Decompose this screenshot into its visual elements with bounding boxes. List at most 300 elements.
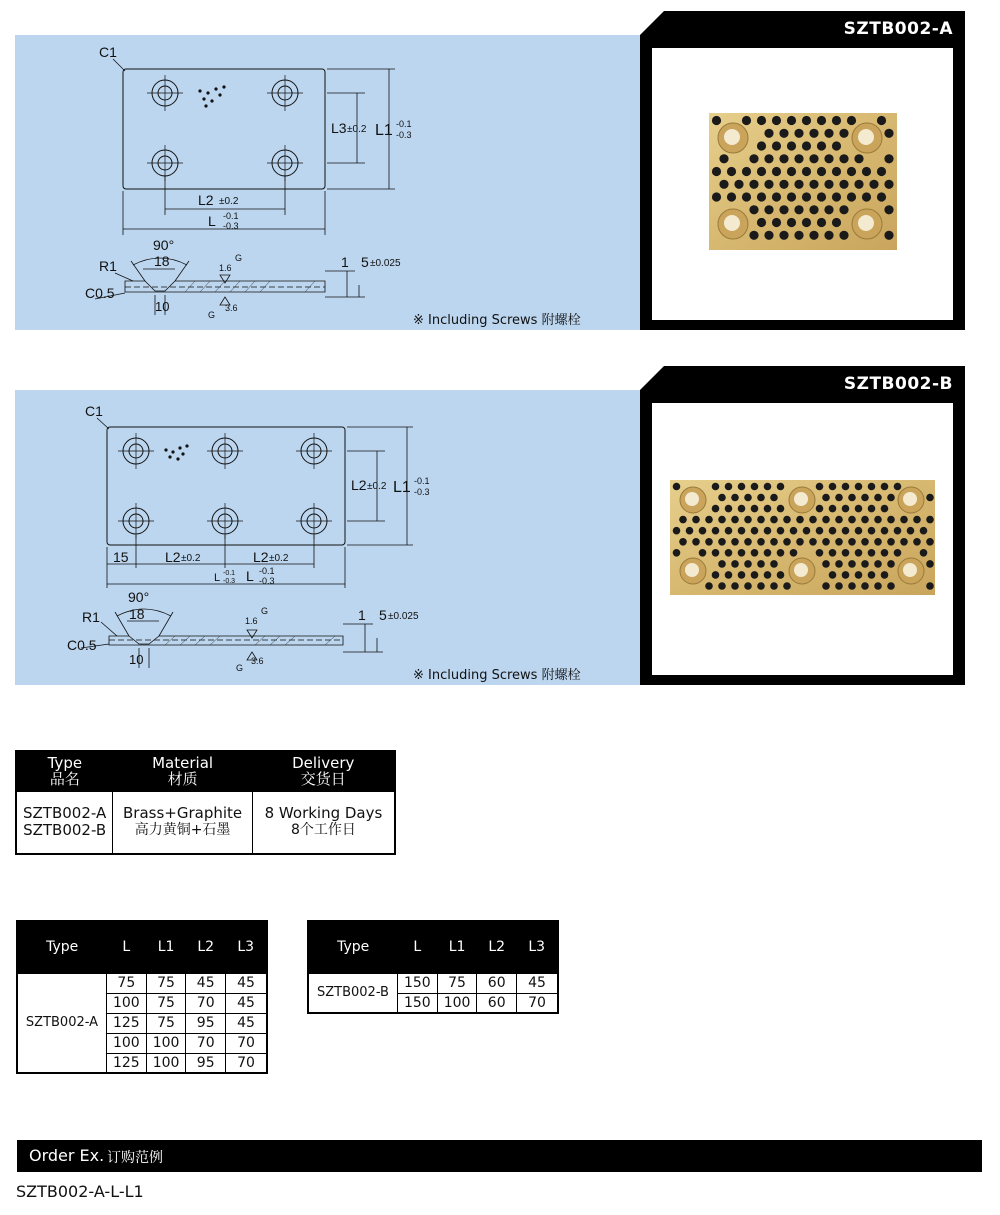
graphite-plug (770, 538, 778, 546)
order-title-en: Order Ex. (29, 1146, 105, 1165)
graphite-plug (787, 141, 796, 150)
label-thick5: 5 (361, 254, 369, 270)
graphite-plug (757, 538, 765, 546)
graphite-plug (777, 549, 785, 557)
graphite-plug (829, 505, 837, 513)
graphite-plug (816, 527, 824, 535)
dimension-table-a (16, 920, 268, 1074)
graphite-plug (764, 505, 772, 513)
graphite-plug (749, 205, 758, 214)
dim-b-header-l3: L3 (516, 921, 558, 973)
graphite-plug (718, 538, 726, 546)
graphite-plug (829, 527, 837, 535)
order-example-bar (17, 1140, 982, 1172)
graphite-plug (731, 516, 739, 524)
product-photo-a (652, 48, 953, 320)
graphite-plug (832, 218, 841, 227)
graphite-plug (822, 560, 830, 568)
graphite-plug (727, 192, 736, 201)
graphite-plug (854, 180, 863, 189)
label-l2-right-b: L2 (253, 549, 269, 565)
label-angle: 90° (153, 237, 175, 253)
label-l1-tol-up-b: -0.1 (414, 476, 430, 486)
graphite-plug (777, 527, 785, 535)
graphite-plug (881, 527, 889, 535)
graphite-plug (779, 180, 788, 189)
graphite-plug (779, 231, 788, 240)
graphite-plug (699, 549, 707, 557)
graphite-plug (920, 527, 928, 535)
label-rough-b: 1.6 (245, 616, 258, 626)
graphite-plug (764, 527, 772, 535)
table-row: 150 100 60 70 (308, 993, 558, 1013)
graphite-plug (842, 571, 850, 579)
graphite-plug (764, 154, 773, 163)
label-r1: R1 (99, 258, 117, 274)
graphite-plug (764, 180, 773, 189)
graphite-plug (842, 549, 850, 557)
graphite-plug (874, 516, 882, 524)
graphite-plug (809, 154, 818, 163)
dim-b-header-l2: L2 (477, 921, 517, 973)
label-l-tol-dn: -0.3 (223, 221, 239, 231)
product-photo-b (652, 403, 953, 675)
graphite-plug (854, 154, 863, 163)
graphite-plug (731, 494, 739, 502)
graphite-plug (861, 516, 869, 524)
label-r1-b: R1 (82, 609, 100, 625)
graphite-plug (874, 494, 882, 502)
graphite-plug (757, 218, 766, 227)
graphite-plug (842, 483, 850, 491)
graphite-plug (920, 549, 928, 557)
drawing-panel-a (15, 35, 640, 330)
graphite-plug (877, 116, 886, 125)
graphite-plug (802, 218, 811, 227)
graphite-plug (692, 516, 700, 524)
graphite-plug (855, 549, 863, 557)
label-d10: 10 (155, 299, 170, 314)
graphite-plug (824, 205, 833, 214)
graphite-plug (839, 205, 848, 214)
graphite-plug (764, 231, 773, 240)
graphite-plug (884, 231, 893, 240)
label-l1-tol-up: -0.1 (396, 119, 412, 129)
graphite-plug (894, 527, 902, 535)
graphite-plug (712, 167, 721, 176)
label-l2: L2 (198, 192, 214, 208)
graphite-plug (816, 483, 824, 491)
label-thick5-tol-b: ±0.025 (388, 611, 419, 622)
label-l-small-b: L (214, 572, 221, 584)
graphite-plug (725, 571, 733, 579)
graphite-plug (894, 549, 902, 557)
graphite-plug (829, 571, 837, 579)
dim-b-header-type: Type (308, 921, 397, 973)
graphite-plug (719, 154, 728, 163)
graphite-plug (790, 527, 798, 535)
graphite-plug (809, 180, 818, 189)
graphite-plug (832, 167, 841, 176)
graphite-plug (718, 560, 726, 568)
graphite-plug (787, 192, 796, 201)
graphite-plug (855, 571, 863, 579)
label-l-b: L (246, 568, 254, 584)
graphite-plug (673, 549, 681, 557)
graphite-plug (832, 192, 841, 201)
graphite-plug (817, 116, 826, 125)
label-l2-right-tol-b: ±0.2 (269, 553, 289, 564)
graphite-plug (855, 505, 863, 513)
graphite-plug (725, 549, 733, 557)
graphite-plug (809, 129, 818, 138)
graphite-plug (787, 116, 796, 125)
graphite-plug (861, 560, 869, 568)
table-row: 125 100 95 70 (17, 1053, 267, 1073)
graphite-plug (757, 582, 765, 590)
graphite-plug (779, 205, 788, 214)
product-photo-frame-b (640, 366, 965, 685)
graphite-plug (712, 549, 720, 557)
graphite-plug (712, 505, 720, 513)
graphite-plug (705, 516, 713, 524)
table-row: SZTB002-A 75 75 45 45 (17, 973, 267, 993)
graphite-plug (770, 582, 778, 590)
label-l2-tol-b: ±0.2 (367, 481, 387, 492)
label-rough2-b: 3.6 (251, 656, 264, 666)
graphite-plug (725, 483, 733, 491)
label-g1: G (235, 253, 243, 263)
dim-b-type-cell: SZTB002-B (308, 973, 397, 1013)
label-l1: L1 (375, 122, 393, 139)
graphite-plug (783, 538, 791, 546)
graphite-plug (770, 560, 778, 568)
including-screws-note-a: ※ Including Screws 附螺栓 (413, 313, 581, 328)
graphite-plug (796, 516, 804, 524)
graphite-plug (847, 167, 856, 176)
graphite-plug (705, 582, 713, 590)
spec-cell-types: SZTB002-A SZTB002-B (16, 791, 113, 854)
graphite-plug (787, 167, 796, 176)
graphite-plug (751, 527, 759, 535)
graphite-plug (794, 129, 803, 138)
graphite-plug (907, 527, 915, 535)
graphite-plug (926, 538, 934, 546)
graphite-plug (679, 516, 687, 524)
graphite-plug (913, 538, 921, 546)
graphite-plug (847, 192, 856, 201)
graphite-plug (884, 154, 893, 163)
graphite-plug (861, 582, 869, 590)
graphite-plug (877, 192, 886, 201)
graphite-plug (744, 494, 752, 502)
label-c1: C1 (99, 44, 117, 60)
graphite-plug (869, 180, 878, 189)
graphite-plug (824, 180, 833, 189)
label-thick1-b: 1 (358, 607, 366, 623)
graphite-plug (862, 192, 871, 201)
graphite-plug (887, 582, 895, 590)
graphite-plug (868, 527, 876, 535)
graphite-plug (744, 582, 752, 590)
graphite-plug (842, 527, 850, 535)
graphite-plug (757, 494, 765, 502)
graphite-plug (868, 483, 876, 491)
label-rough: 1.6 (219, 263, 232, 273)
including-screws-note-b: ※ Including Screws 附螺栓 (413, 668, 581, 683)
graphite-plug (868, 571, 876, 579)
graphite-plug (835, 516, 843, 524)
graphite-plug (712, 192, 721, 201)
label-l: L (208, 213, 216, 229)
graphite-plug (881, 549, 889, 557)
label-l-tol-dn-b: -0.3 (259, 576, 275, 586)
graphite-plug (731, 538, 739, 546)
dim-a-header-l2: L2 (186, 921, 226, 973)
graphite-plug (817, 141, 826, 150)
graphite-plug (832, 141, 841, 150)
label-l-small-up-b: -0.1 (223, 570, 236, 577)
graphite-plug (794, 154, 803, 163)
graphite-plug (855, 483, 863, 491)
graphite-plug (757, 141, 766, 150)
graphite-plug (809, 231, 818, 240)
graphite-plug (861, 538, 869, 546)
graphite-plug (770, 516, 778, 524)
graphite-plug (884, 205, 893, 214)
label-g2-b: G (236, 663, 244, 673)
graphite-plug (848, 582, 856, 590)
dim-a-header-l: L (106, 921, 146, 973)
graphite-plug (744, 516, 752, 524)
graphite-plug (718, 494, 726, 502)
label-l3: L3 (331, 120, 347, 136)
graphite-plug (802, 192, 811, 201)
graphite-plug (777, 505, 785, 513)
graphite-plug (848, 560, 856, 568)
dim-a-header-l3: L3 (225, 921, 267, 973)
graphite-plug (757, 116, 766, 125)
graphite-plug (835, 538, 843, 546)
graphite-plug (725, 527, 733, 535)
graphite-plug (738, 527, 746, 535)
label-d18-b: 18 (129, 606, 145, 622)
order-example-code: SZTB002-A-L-L1 (16, 1182, 144, 1201)
table-row: SZTB002-B 150 75 60 45 (308, 973, 558, 993)
spec-table (15, 750, 396, 855)
graphite-plug (809, 538, 817, 546)
graphite-plug (835, 494, 843, 502)
graphite-plug (900, 516, 908, 524)
graphite-plug (764, 129, 773, 138)
graphite-plug (913, 516, 921, 524)
label-l-tol-up-b: -0.1 (259, 566, 275, 576)
graphite-plug (822, 494, 830, 502)
label-thick5-b: 5 (379, 607, 387, 623)
graphite-plug (738, 505, 746, 513)
graphite-plug (802, 167, 811, 176)
graphite-plug (777, 571, 785, 579)
spec-cell-delivery: 8 Working Days 8个工作日 (252, 791, 395, 854)
graphite-plug (884, 180, 893, 189)
graphite-plug (877, 167, 886, 176)
graphite-plug (749, 180, 758, 189)
graphite-plug (794, 205, 803, 214)
graphite-plug (848, 516, 856, 524)
graphite-plug (764, 483, 772, 491)
graphite-plug (772, 167, 781, 176)
graphite-plug (764, 549, 772, 557)
graphite-plug (926, 582, 934, 590)
graphite-plug (757, 167, 766, 176)
label-thick5-tol: ±0.025 (370, 258, 401, 269)
product-code-a: SZTB002-A (843, 19, 953, 39)
graphite-plug (868, 549, 876, 557)
graphite-plug (751, 483, 759, 491)
graphite-plug (887, 494, 895, 502)
graphite-plug (809, 205, 818, 214)
label-d18: 18 (154, 253, 170, 269)
label-d10-b: 10 (129, 652, 144, 667)
graphite-plug (772, 116, 781, 125)
graphite-plug (822, 516, 830, 524)
graphite-plug (809, 516, 817, 524)
graphite-plug (824, 231, 833, 240)
order-title-zh: 订购范例 (107, 1150, 163, 1166)
graphite-plug (712, 571, 720, 579)
graphite-plug (824, 154, 833, 163)
graphite-plug (742, 116, 751, 125)
dim-a-header-type: Type (17, 921, 106, 973)
graphite-plug (749, 231, 758, 240)
graphite-plug (673, 527, 681, 535)
table-row: 100 75 70 45 (17, 993, 267, 1013)
graphite-plug (839, 154, 848, 163)
graphite-plug (751, 549, 759, 557)
label-g1-b: G (261, 606, 269, 616)
label-l-small-dn-b: -0.3 (223, 578, 236, 585)
graphite-plug (881, 483, 889, 491)
table-row: 125 75 95 45 (17, 1013, 267, 1033)
graphite-plug (692, 538, 700, 546)
graphite-plug (787, 218, 796, 227)
graphite-plug (712, 116, 721, 125)
graphite-plug (926, 560, 934, 568)
graphite-plug (796, 538, 804, 546)
graphite-plug (790, 549, 798, 557)
technical-drawing-a (15, 35, 640, 330)
label-c1-b: C1 (85, 403, 103, 419)
label-thick1: 1 (341, 254, 349, 270)
graphite-plug (874, 538, 882, 546)
dimension-table-b (307, 920, 559, 1014)
graphite-plug (900, 538, 908, 546)
graphite-plug (772, 141, 781, 150)
graphite-plug (887, 560, 895, 568)
graphite-plug (772, 192, 781, 201)
label-g2: G (208, 310, 216, 320)
graphite-plug (802, 116, 811, 125)
label-l2-left-tol-b: ±0.2 (181, 553, 201, 564)
graphite-plug (712, 483, 720, 491)
graphite-plug (757, 192, 766, 201)
graphite-plug (770, 494, 778, 502)
dim-a-header-l1: L1 (146, 921, 186, 973)
graphite-plug (848, 538, 856, 546)
graphite-plug (744, 560, 752, 568)
graphite-plug (734, 180, 743, 189)
graphite-plug (794, 231, 803, 240)
graphite-plug (816, 505, 824, 513)
label-l3-tol: ±0.2 (347, 124, 367, 135)
label-l2-b: L2 (351, 477, 367, 493)
graphite-plug (757, 516, 765, 524)
graphite-plug (725, 505, 733, 513)
graphite-plug (829, 549, 837, 557)
graphite-plug (855, 527, 863, 535)
graphite-plug (862, 167, 871, 176)
graphite-plug (749, 154, 758, 163)
label-l1-tol-dn: -0.3 (396, 130, 412, 140)
spec-header-material: Material 材质 (113, 751, 253, 791)
graphite-plug (742, 192, 751, 201)
graphite-plug (835, 582, 843, 590)
graphite-plug (686, 527, 694, 535)
spec-header-delivery: Delivery 交货日 (252, 751, 395, 791)
graphite-plug (779, 154, 788, 163)
graphite-plug (926, 516, 934, 524)
graphite-plug (772, 218, 781, 227)
graphite-plug (887, 516, 895, 524)
label-l1-b: L1 (393, 479, 411, 496)
graphite-plug (822, 582, 830, 590)
graphite-plug (839, 180, 848, 189)
spec-header-type: Type 品名 (16, 751, 113, 791)
graphite-plug (822, 538, 830, 546)
graphite-plug (731, 560, 739, 568)
graphite-plug (861, 494, 869, 502)
graphite-plug (719, 180, 728, 189)
graphite-plug (779, 129, 788, 138)
label-d15-b: 15 (113, 549, 129, 565)
graphite-plug (881, 571, 889, 579)
graphite-plug (829, 483, 837, 491)
dim-a-type-cell: SZTB002-A (17, 973, 106, 1073)
label-c05-b: C0.5 (67, 637, 97, 653)
graphite-plug (744, 538, 752, 546)
label-angle-b: 90° (128, 589, 150, 605)
graphite-plug (817, 192, 826, 201)
graphite-plug (832, 116, 841, 125)
graphite-plug (783, 582, 791, 590)
graphite-plug (783, 516, 791, 524)
graphite-plug (738, 571, 746, 579)
product-photo-frame-a (640, 11, 965, 330)
graphite-plug (705, 538, 713, 546)
graphite-plug (839, 129, 848, 138)
graphite-plug (802, 141, 811, 150)
graphite-plug (817, 218, 826, 227)
graphite-plug (881, 505, 889, 513)
graphite-plug (673, 483, 681, 491)
graphite-plug (874, 560, 882, 568)
graphite-plug (712, 527, 720, 535)
product-code-b: SZTB002-B (843, 374, 953, 394)
graphite-plug (824, 129, 833, 138)
graphite-plug (839, 231, 848, 240)
label-c05: C0.5 (85, 285, 115, 301)
graphite-plug (816, 549, 824, 557)
